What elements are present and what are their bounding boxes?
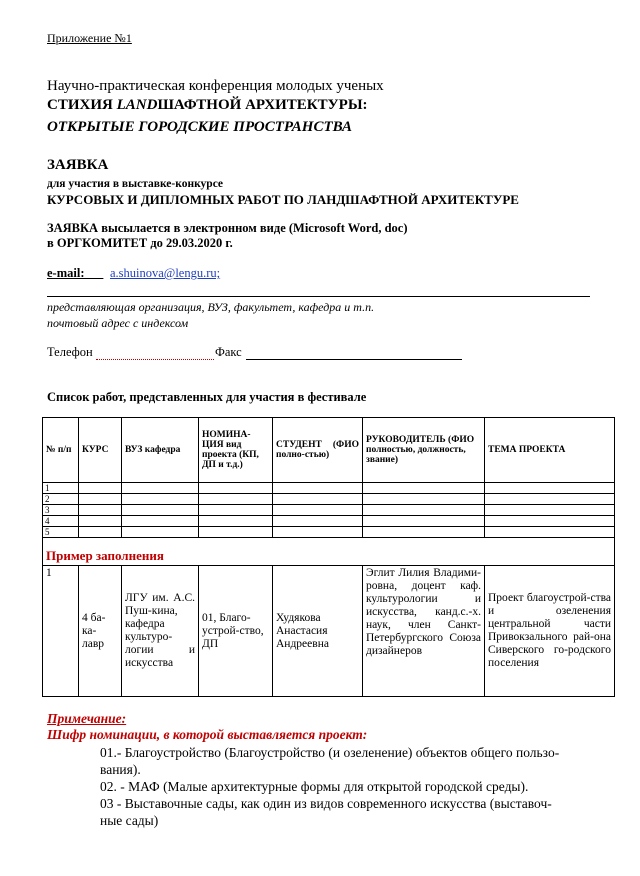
send-instruction-1: ЗАЯВКА высылается в электронном виде (Microsoft Word, doc) [47,221,408,235]
table-header-row [43,418,615,483]
conference-name [47,97,368,114]
fax-input-line[interactable] [246,359,462,360]
note-item-2: 02. - МАФ (Малые архитектурные формы для открытой городской среды). [100,779,529,794]
header-number: № п/п [43,418,79,483]
example-course: 4 ба-ка-лавр [79,566,122,697]
row-number: 3 [43,505,79,516]
email-link[interactable]: a.shuinova@lengu.ru; [110,266,221,280]
conference-subtitle: ОТКРЫТЫЕ ГОРОДСКИЕ ПРОСТРАНСТВА [47,119,353,135]
row-number: 4 [43,516,79,527]
example-student: Худякова Анастасия Андреевна [273,566,363,697]
fax-label: Факс [215,345,242,359]
row-number: 5 [43,527,79,538]
conference-title: Научно-практическая конференция молодых ученых [47,78,384,94]
works-table [42,417,615,697]
table-row[interactable] [43,483,615,494]
org-input-line[interactable] [47,296,590,297]
org-hint: представляющая организация, ВУЗ, факультет, кафедра и т.п. [47,300,375,314]
conference-name-part3: ШАФТНОЙ АРХИТЕКТУРЫ: [157,97,368,113]
header-topic: ТЕМА ПРОЕКТА [485,418,615,483]
works-list-title: Список работ, представленных для участия в фестивале [47,390,367,404]
header-course: КУРС [79,418,122,483]
note-item-1-line-2: вания). [100,762,141,777]
header-university: ВУЗ кафедра [122,418,199,483]
example-nomination: 01, Благо-устрой-ство, ДП [199,566,273,697]
example-label-row [43,538,615,566]
note-item-3-line-1: 03 - Выставочные сады, как один из видов современного искусства (выставоч- [100,796,552,811]
example-label: Пример заполнения [46,548,164,563]
table-row[interactable] [43,527,615,538]
row-number: 1 [43,483,79,494]
application-subtitle-2: КУРСОВЫХ И ДИПЛОМНЫХ РАБОТ ПО ЛАНДШАФТНОЙ АРХИТЕКТУРЕ [47,192,519,207]
example-university: ЛГУ им. А.С. Пуш-кина, кафедра культуро-логии и искусства [122,566,199,697]
example-supervisor: Эглит Лилия Владими-ровна, доцент каф. культурологии и искусства, канд.с.-х. наук, член Санкт-Петербургского Союза дизайнеров [363,566,485,697]
note-subtitle: Шифр номинации, в которой выставляется проект: [47,727,368,742]
example-row [43,566,615,697]
conference-name-part1: СТИХИЯ [47,97,117,113]
phone-label: Телефон [47,345,93,359]
row-number: 2 [43,494,79,505]
phone-input-line[interactable] [96,359,214,360]
header-supervisor: РУКОВОДИТЕЛЬ (ФИО полностью, должность, звание) [363,418,485,483]
note-title: Примечание: [47,711,127,726]
table-row[interactable] [43,516,615,527]
address-hint: почтовый адрес с индексом [47,316,189,330]
note-item-3-line-2: ные сады) [100,813,159,828]
application-title: ЗАЯВКА [47,157,109,173]
note-item-1-line-1: 01.- Благоустройство (Благоустройство (и озеленение) объектов общего пользо- [100,745,560,760]
application-subtitle-1: для участия в выставке-конкурсе [47,178,224,190]
header-student: СТУДЕНТ (ФИО полно-стью) [273,418,363,483]
send-instruction-2: в ОРГКОМИТЕТ до 29.03.2020 г. [47,236,233,250]
email-label: e-mail:___ [47,266,104,280]
table-row[interactable] [43,505,615,516]
example-number: 1 [43,566,79,697]
table-row[interactable] [43,494,615,505]
example-topic: Проект благоустрой-ства и озеленения центральной части Привокзального рай-она Сиверского го-родского поселения [485,566,615,697]
conference-name-part2: LAND [116,97,158,113]
appendix-label: Приложение №1 [47,31,132,45]
header-nomination: НОМИНА-ЦИЯ вид проекта (КП, ДП и т.д.) [199,418,273,483]
